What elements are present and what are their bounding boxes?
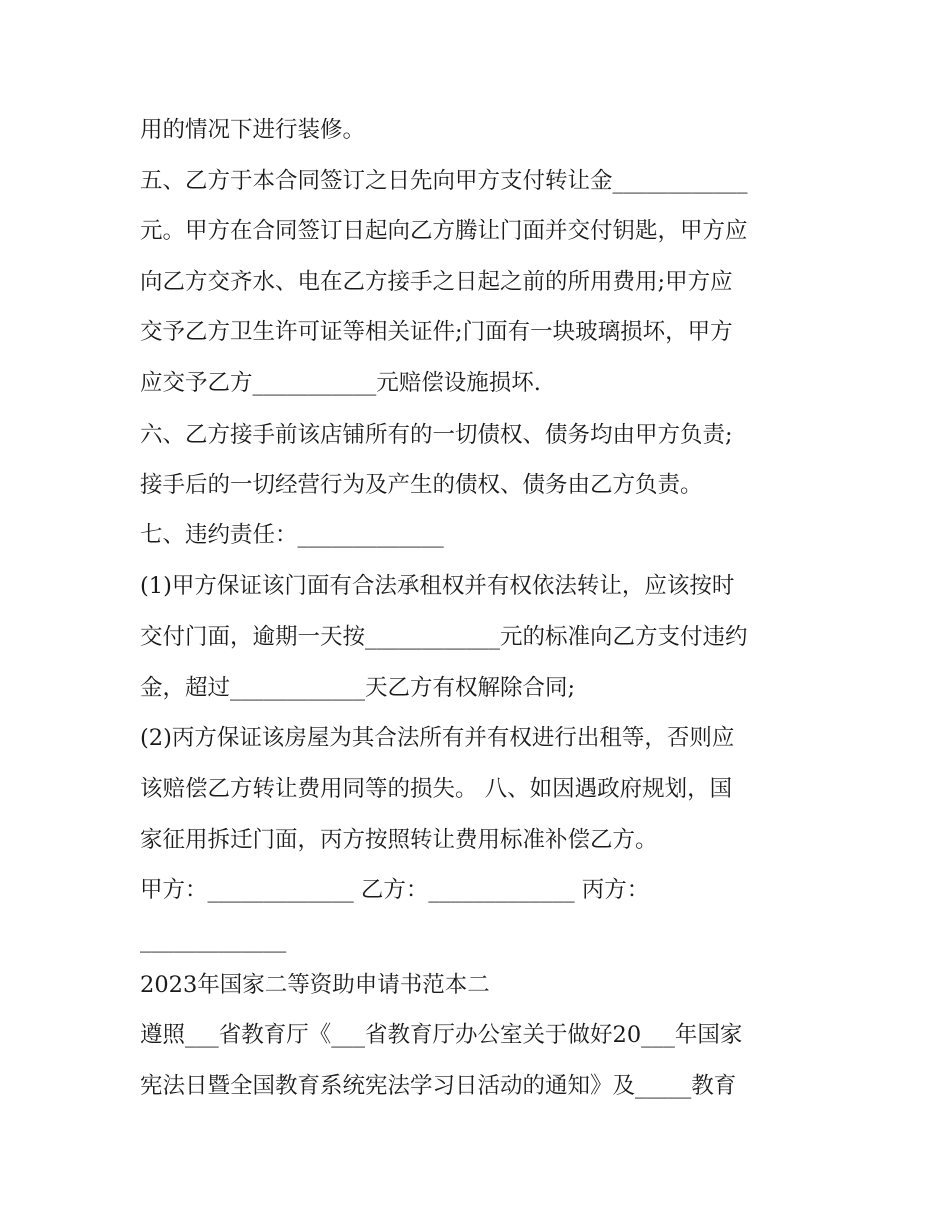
signature-blank: _____________: [140, 927, 287, 953]
text-line: (1)甲方保证该门面有合法承租权并有权依法转让，应该按时: [140, 573, 735, 599]
text-line: 元。甲方在合同签订日起向乙方腾让门面并交付钥匙，甲方应: [140, 218, 748, 244]
text-line: (2)丙方保证该房屋为其合法所有并有权进行出租等，否则应: [140, 725, 735, 751]
text-line: 七、违约责任：_____________: [140, 522, 444, 548]
text-line: 六、乙方接手前该店铺所有的一切债权、债务均由甲方负责;: [140, 422, 733, 448]
text-line: 该赔偿乙方转让费用同等的损失。 八、如因遇政府规划，国: [140, 776, 733, 802]
text-line: 接手后的一切经营行为及产生的债权、债务由乙方负责。: [140, 472, 703, 498]
text-line: 用的情况下进行装修。: [140, 117, 366, 143]
text-line: 家征用拆迁门面，丙方按照转让费用标准补偿乙方。: [140, 827, 658, 853]
text-line: 遵照___省教育厅《___省教育厅办公室关于做好20___年国家: [140, 1022, 743, 1048]
text-line: 交予乙方卫生许可证等相关证件;门面有一块玻璃损坏，甲方: [140, 319, 733, 345]
text-line: 金，超过____________天乙方有权解除合同;: [140, 675, 576, 701]
signature-line: 甲方：_____________ 乙方：_____________ 丙方：: [140, 877, 650, 903]
section-title: 2023年国家二等资助申请书范本二: [140, 972, 490, 998]
text-line: 五、乙方于本合同签订之日先向甲方支付转让金____________: [140, 168, 748, 194]
text-line: 交付门面，逾期一天按____________元的标准向乙方支付违约: [140, 624, 748, 650]
text-line: 向乙方交齐水、电在乙方接手之日起之前的所用费用;甲方应: [140, 269, 733, 295]
text-line: 应交予乙方___________元赔偿设施损坏.: [140, 370, 541, 396]
text-line: 宪法日暨全国教育系统宪法学习日活动的通知》及_____教育: [140, 1073, 737, 1099]
